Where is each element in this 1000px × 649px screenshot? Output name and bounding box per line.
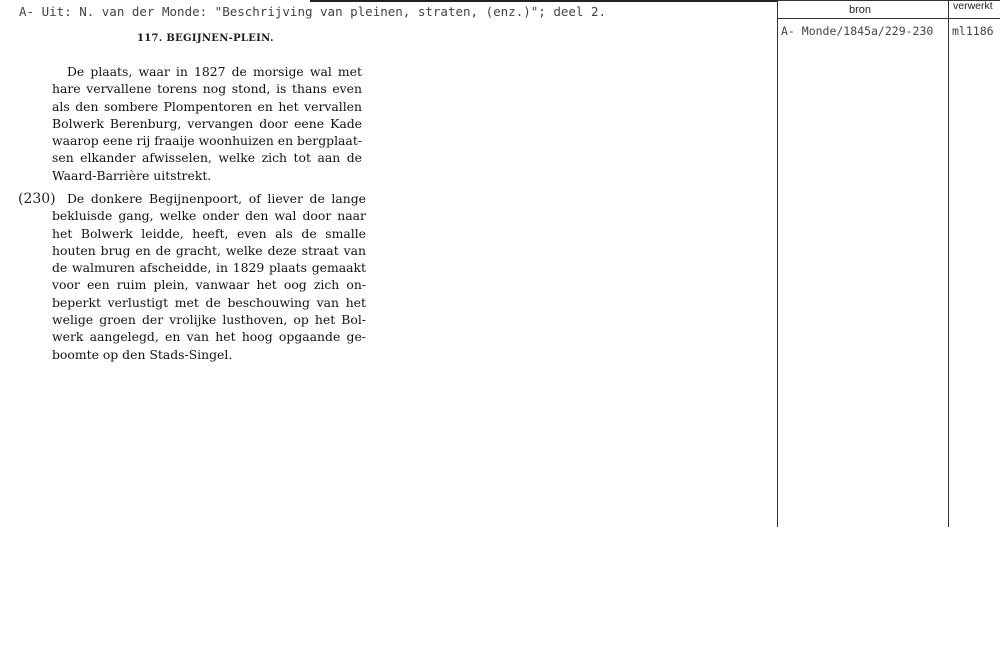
text-line: De donkere Begijnenpoort, of liever de lange bbox=[67, 191, 366, 206]
text-line: bekluisde gang, welke onder den wal door naar bbox=[52, 208, 366, 224]
text-line: waarop eene rij fraaije woonhuizen en bergplaat- bbox=[52, 133, 362, 149]
text-line: beperkt verlustigt met de beschouwing van het bbox=[52, 294, 366, 310]
text-line: het Bolwerk leidde, heeft, even als de smalle bbox=[52, 225, 366, 241]
table-cell-bron: A- Monde/1845a/229-230 bbox=[781, 24, 934, 38]
text-line: De plaats, waar in 1827 de morsige wal met bbox=[67, 64, 362, 79]
table-header-divider bbox=[777, 18, 1000, 19]
table-column-divider bbox=[948, 0, 949, 527]
text-line: houten brug en de gracht, welke deze straat van bbox=[52, 242, 366, 258]
reference-table bbox=[777, 0, 1000, 527]
text-line: sen elkander afwisselen, welke zich tot aan de bbox=[52, 150, 362, 166]
column-header-verwerkt: verwerkt bbox=[953, 0, 993, 12]
source-header: A- Uit: N. van der Monde: "Beschrijving van pleinen, straten, (enz.)"; deel 2. bbox=[19, 4, 606, 19]
text-line: de walmuren afscheidde, in 1829 plaats gemaakt bbox=[52, 260, 366, 276]
table-left-border bbox=[777, 0, 778, 527]
text-line: Waard-Barrière uitstrekt. bbox=[52, 167, 212, 183]
text-line: hare vervallene torens nog stond, is thans even bbox=[52, 81, 362, 97]
top-rule bbox=[310, 0, 778, 2]
text-line: voor een ruim plein, vanwaar het oog zich on- bbox=[52, 277, 366, 293]
text-line: Bolwerk Berenburg, vervangen door eene Kade bbox=[52, 115, 362, 131]
page-number-annotation: (230) bbox=[18, 191, 56, 207]
text-line: welige groen der vrolijke lusthoven, op het Bol- bbox=[52, 312, 366, 328]
text-line: als den sombere Plompentoren en het vervallen bbox=[52, 98, 362, 114]
column-header-bron: bron bbox=[849, 4, 872, 16]
text-line: werk aangelegd, en van het hoog opgaande ge- bbox=[52, 329, 366, 345]
paragraph-1 bbox=[52, 63, 362, 184]
section-title: 117. BEGIJNEN-PLEIN. bbox=[137, 33, 274, 44]
text-line: boomte op den Stads-Singel. bbox=[52, 346, 233, 362]
paragraph-2 bbox=[52, 190, 366, 363]
table-cell-verwerkt: ml1186 bbox=[952, 24, 994, 38]
